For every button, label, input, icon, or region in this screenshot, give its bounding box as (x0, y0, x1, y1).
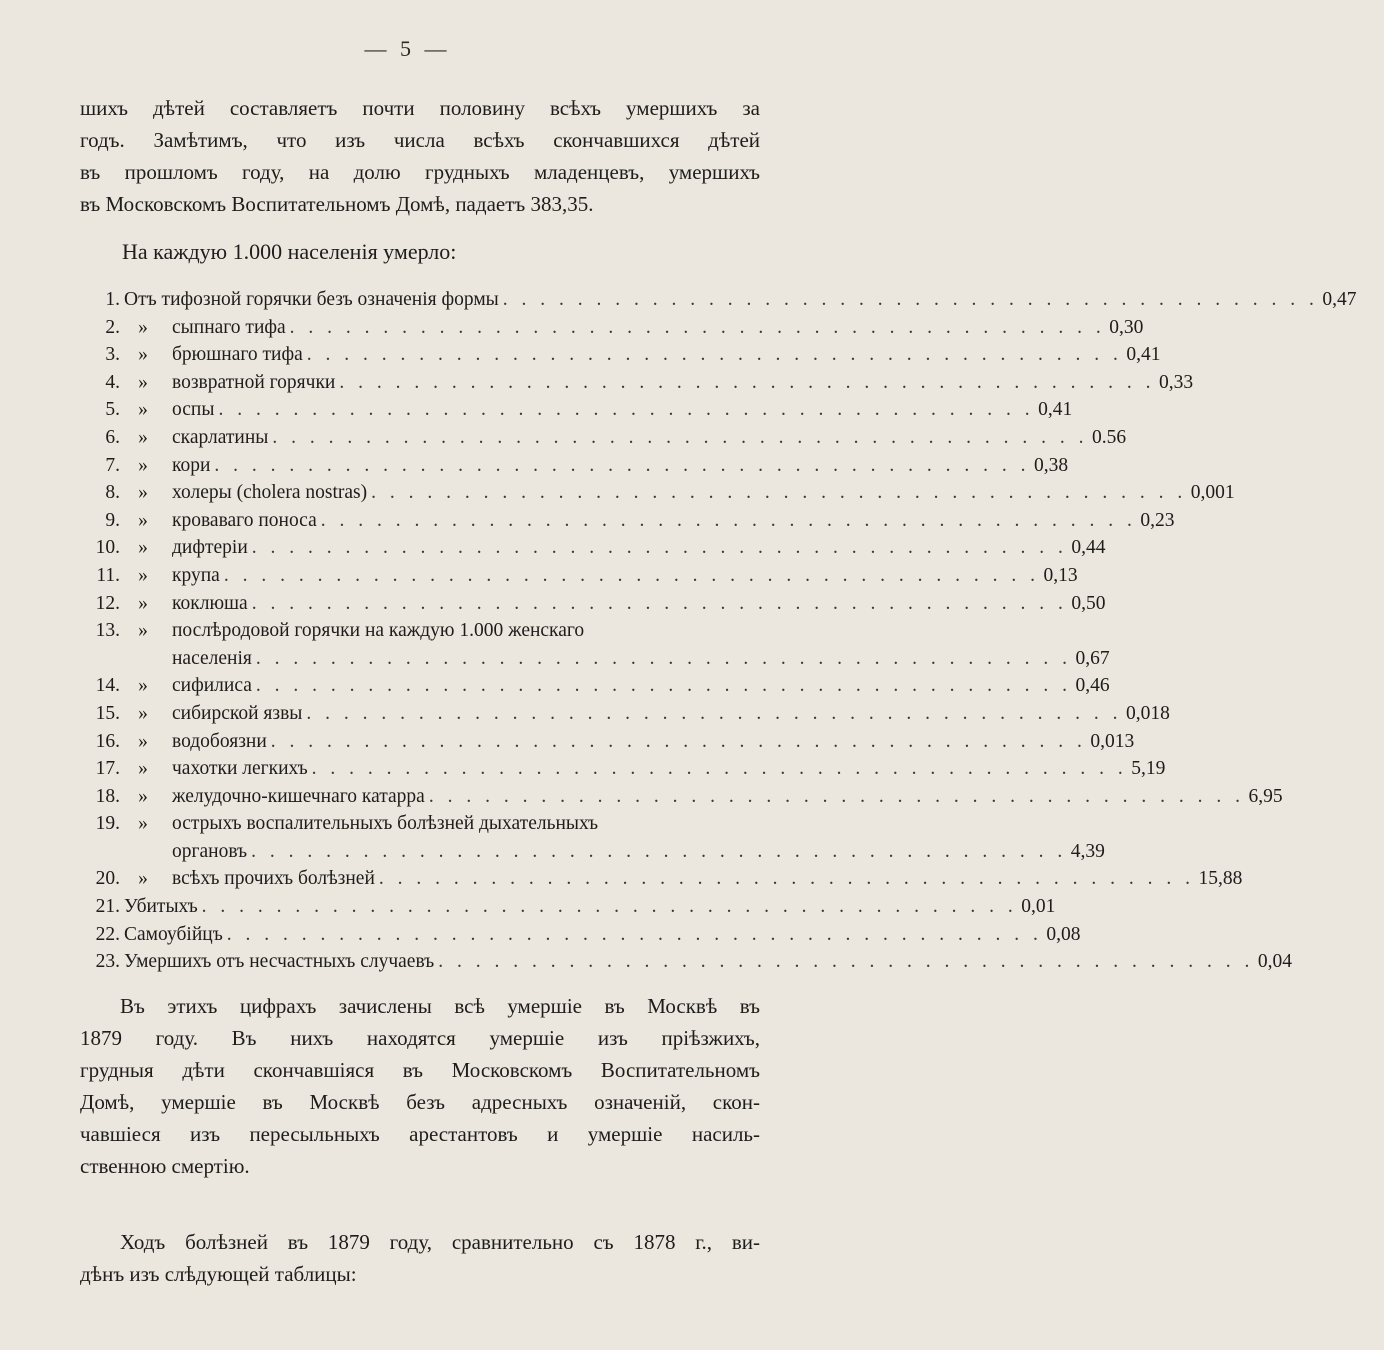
table-row (80, 783, 1283, 811)
row-label: желудочно-кишечнаго катарра (172, 785, 425, 807)
dot-leader: . . . . . . . . . . . . . . . . . . . . . . . . . . . . . . . . . . . . . . . . . . . . (306, 702, 1123, 724)
row-label: кори (172, 454, 211, 476)
row-number: 14. (95, 675, 120, 697)
table-row (80, 369, 1194, 397)
dot-leader: . . . . . . . . . . . . . . . . . . . . . . . . . . . . . . . . . . . . . . . . . . . . (502, 289, 1319, 310)
row-content (172, 396, 1073, 424)
row-label: брюшнаго тифа (172, 344, 303, 366)
row-number: 4. (105, 371, 120, 393)
dot-leader: . . . . . . . . . . . . . . . . . . . . . . . . . . . . . . . . . . . . . . . . . . . . (255, 675, 1072, 697)
row-content (172, 424, 1127, 452)
ditto-mark: » (138, 785, 148, 807)
ditto-mark: » (138, 702, 148, 724)
ditto-mark: » (138, 371, 148, 393)
dot-leader: . . . . . . . . . . . . . . . . . . . . . . . . . . . . . . . . . . . . . . . . . . . . (289, 316, 1106, 338)
row-value: 0,50 (1071, 592, 1106, 614)
row-number: 21. (95, 896, 120, 918)
ditto-mark: » (138, 316, 148, 338)
row-value: 0.56 (1091, 426, 1127, 448)
paragraph-3 (80, 1226, 760, 1290)
row-number: 22. (95, 923, 120, 945)
row-number: 15. (95, 702, 120, 724)
row-content (124, 893, 1056, 921)
row-content (124, 921, 1081, 949)
row-value: 0,30 (1109, 316, 1144, 338)
table-row (80, 865, 1243, 893)
table-row (80, 672, 1110, 700)
row-value: 0,67 (1075, 647, 1110, 669)
row-value: 0,013 (1090, 730, 1135, 752)
row-content (124, 286, 1357, 314)
row-content (172, 314, 1144, 342)
row-content (172, 507, 1175, 535)
row-number: 6. (105, 426, 120, 448)
row-number: 5. (105, 399, 120, 421)
paragraph-line: 1879 году. Въ нихъ находятся умершіе изъ пріѣзжихъ, (80, 1026, 760, 1050)
row-value: 0,44 (1071, 537, 1106, 559)
table-row (80, 728, 1135, 756)
dot-leader: . . . . . . . . . . . . . . . . . . . . . . . . . . . . . . . . . . . . . . . . . . . . (371, 482, 1187, 504)
row-label: возвратной горячки (172, 371, 336, 393)
row-number: 11. (96, 564, 120, 586)
row-content (172, 617, 760, 645)
mortality-list (80, 286, 1357, 976)
dot-leader: . . . . . . . . . . . . . . . . . . . . . . . . . . . . . . . . . . . . . . . . . . . . (214, 454, 1031, 476)
paragraph-line: Домѣ, умершіе въ Москвѣ безъ адресныхъ означеній, скон- (80, 1090, 760, 1114)
table-row (80, 507, 1175, 535)
row-label: Самоубійцъ (124, 923, 223, 945)
row-label: коклюша (172, 592, 248, 614)
row-content (172, 865, 1243, 893)
page-number: — 5 — (364, 36, 451, 61)
paragraph-line: Въ этихъ цифрахъ зачислены всѣ умершіе въ Москвѣ въ (120, 994, 760, 1018)
paragraph-line: годъ. Замѣтимъ, что изъ числа всѣхъ скончавшихся дѣтей (80, 128, 760, 152)
row-label: водобоязни (172, 730, 267, 752)
row-number: 9. (105, 509, 120, 531)
row-label: Убитыхъ (124, 896, 198, 918)
row-label: острыхъ воспалительныхъ болѣзней дыхательныхъ (172, 813, 599, 835)
row-content (124, 948, 1293, 976)
paragraph-line: чавшіеся изъ пересыльныхъ арестантовъ и умершіе насиль- (80, 1122, 760, 1146)
row-value: 0,41 (1126, 344, 1161, 366)
dot-leader: . . . . . . . . . . . . . . . . . . . . . . . . . . . . . . . . . . . . . . . . . . . . (270, 730, 1087, 752)
row-value: 0,13 (1043, 564, 1078, 586)
table-row (80, 921, 1081, 949)
row-number: 1. (105, 289, 120, 310)
table-row (80, 617, 760, 645)
row-content (172, 728, 1135, 756)
row-label: сыпнаго тифа (172, 316, 286, 338)
dot-leader: . . . . . . . . . . . . . . . . . . . . . . . . . . . . . . . . . . . . . . . . . . . . (251, 537, 1068, 559)
row-content (172, 590, 1106, 618)
row-number: 3. (105, 344, 120, 366)
dot-leader: . . . . . . . . . . . . . . . . . . . . . . . . . . . . . . . . . . . . . . . . . . . . (223, 564, 1040, 586)
row-label: всѣхъ прочихъ болѣзней (172, 868, 375, 890)
row-label: сибирской язвы (172, 702, 303, 724)
table-row (80, 424, 1127, 452)
table-intro: На каждую 1.000 населенія умерло: (122, 239, 457, 264)
row-content (172, 479, 1235, 507)
dot-leader: . . . . . . . . . . . . . . . . . . . . . . . . . . . . . . . . . . . . . . . . . . . . (339, 371, 1155, 393)
table-row (80, 562, 1078, 590)
row-label: оспы (172, 399, 215, 421)
row-content (172, 810, 760, 838)
dot-leader: . . . . . . . . . . . . . . . . . . . . . . . . . . . . . . . . . . . . . . . . . . . . (201, 896, 1018, 918)
row-value: 6,95 (1248, 785, 1283, 807)
row-number: 17. (95, 758, 120, 780)
row-content (172, 452, 1069, 480)
row-label: скарлатины (172, 426, 269, 448)
ditto-mark: » (138, 426, 148, 448)
row-value: 0,41 (1038, 399, 1073, 421)
ditto-mark: » (138, 454, 148, 476)
row-value: 0,001 (1190, 482, 1235, 504)
ditto-mark: » (138, 592, 148, 614)
row-value: 0,23 (1140, 509, 1175, 531)
dot-leader: . . . . . . . . . . . . . . . . . . . . . . . . . . . . . . . . . . . . . . . . . . . . (226, 923, 1043, 945)
row-label: Отъ тифозной горячки безъ означенія формы (124, 289, 499, 310)
paragraph-line: ственною смертію. (80, 1154, 250, 1178)
row-value: 0,47 (1322, 289, 1357, 310)
table-row (80, 948, 1293, 976)
table-row (80, 590, 1106, 618)
paragraph-1 (80, 92, 760, 220)
row-value: 0,04 (1257, 951, 1293, 973)
row-value: 4,39 (1070, 840, 1105, 862)
table-row (80, 341, 1161, 369)
dot-leader: . . . . . . . . . . . . . . . . . . . . . . . . . . . . . . . . . . . . . . . . . . . . (255, 647, 1072, 669)
row-label: крупа (172, 564, 220, 586)
row-label: сифилиса (172, 675, 252, 697)
dot-leader: . . . . . . . . . . . . . . . . . . . . . . . . . . . . . . . . . . . . . . . . . . . . (320, 509, 1137, 531)
ditto-mark: » (138, 620, 148, 642)
row-content (172, 672, 1110, 700)
row-label: холеры (cholera nostras) (172, 482, 368, 504)
paragraph-line: въ прошломъ году, на долю грудныхъ младенцевъ, умершихъ (80, 160, 760, 184)
row-number: 20. (95, 868, 120, 890)
ditto-mark: » (138, 813, 148, 835)
table-row-continuation (80, 645, 1110, 673)
dot-leader: . . . . . . . . . . . . . . . . . . . . . . . . . . . . . . . . . . . . . . . . . . . . (272, 426, 1088, 448)
paragraph-line: грудныя дѣти скончавшіяся въ Московскомъ Воспитательномъ (80, 1058, 760, 1082)
ditto-mark: » (138, 564, 148, 586)
ditto-mark: » (138, 730, 148, 752)
table-row (80, 396, 1073, 424)
row-value: 15,88 (1198, 868, 1243, 890)
row-value: 0,33 (1158, 371, 1194, 393)
dot-leader: . . . . . . . . . . . . . . . . . . . . . . . . . . . . . . . . . . . . . . . . . . . . (438, 951, 1254, 973)
ditto-mark: » (138, 399, 148, 421)
ditto-mark: » (138, 675, 148, 697)
dot-leader: . . . . . . . . . . . . . . . . . . . . . . . . . . . . . . . . . . . . . . . . . . . . (311, 758, 1128, 780)
row-content (172, 645, 1110, 673)
dot-leader: . . . . . . . . . . . . . . . . . . . . . . . . . . . . . . . . . . . . . . . . . . . . (218, 399, 1035, 421)
ditto-mark: » (138, 344, 148, 366)
row-number: 13. (95, 620, 120, 642)
row-label: дифтеріи (172, 537, 248, 559)
row-value: 0,38 (1034, 454, 1069, 476)
ditto-mark: » (138, 758, 148, 780)
table-row (80, 286, 1357, 314)
row-number: 16. (95, 730, 120, 752)
row-number: 12. (95, 592, 120, 614)
row-number: 2. (105, 316, 120, 338)
table-row (80, 755, 1166, 783)
table-row (80, 479, 1235, 507)
row-number: 19. (95, 813, 120, 835)
table-row-continuation (80, 838, 1105, 866)
ditto-mark: » (138, 537, 148, 559)
row-label: Умершихъ отъ несчастныхъ случаевъ (124, 951, 435, 973)
paragraph-line: шихъ дѣтей составляетъ почти половину всѣхъ умершихъ за (80, 96, 760, 120)
row-content (172, 562, 1078, 590)
dot-leader: . . . . . . . . . . . . . . . . . . . . . . . . . . . . . . . . . . . . . . . . . . . . (251, 592, 1068, 614)
row-number: 7. (105, 454, 120, 476)
table-row (80, 893, 1056, 921)
row-number: 23. (95, 951, 120, 973)
row-label: кроваваго поноса (172, 509, 317, 531)
row-label-continuation: органовъ (172, 840, 248, 862)
dot-leader: . . . . . . . . . . . . . . . . . . . . . . . . . . . . . . . . . . . . . . . . . . . . (251, 840, 1067, 862)
table-row (80, 314, 1144, 342)
row-value: 0,46 (1075, 675, 1110, 697)
dot-leader: . . . . . . . . . . . . . . . . . . . . . . . . . . . . . . . . . . . . . . . . . . . . (428, 785, 1245, 807)
paragraph-line: въ Московскомъ Воспитательномъ Домѣ, падаетъ 383,35. (80, 192, 594, 216)
paragraph-line: Ходъ болѣзней въ 1879 году, сравнительно съ 1878 г., ви- (120, 1230, 760, 1254)
row-number: 10. (95, 537, 120, 559)
row-content (172, 783, 1283, 811)
row-label: чахотки легкихъ (172, 758, 308, 780)
row-content (172, 700, 1170, 728)
row-content (172, 341, 1161, 369)
row-content (172, 755, 1166, 783)
row-value: 5,19 (1131, 758, 1166, 780)
ditto-mark: » (138, 868, 148, 890)
row-label: послѣродовой горячки на каждую 1.000 женскаго (172, 620, 585, 642)
table-row (80, 534, 1106, 562)
row-value: 0,01 (1021, 896, 1056, 918)
dot-leader: . . . . . . . . . . . . . . . . . . . . . . . . . . . . . . . . . . . . . . . . . . . . (378, 868, 1195, 890)
ditto-mark: » (138, 482, 148, 504)
row-number: 18. (95, 785, 120, 807)
dot-leader: . . . . . . . . . . . . . . . . . . . . . . . . . . . . . . . . . . . . . . . . . . . . (306, 344, 1123, 366)
row-content (172, 838, 1105, 866)
row-label-continuation: населенія (172, 647, 252, 669)
table-row (80, 810, 760, 838)
ditto-mark: » (138, 509, 148, 531)
paragraph-line: дѣнъ изъ слѣдующей таблицы: (80, 1262, 357, 1286)
row-content (172, 369, 1194, 397)
table-row (80, 700, 1170, 728)
paragraph-2 (80, 990, 760, 1182)
row-value: 0,018 (1126, 702, 1170, 724)
row-value: 0,08 (1046, 923, 1081, 945)
row-number: 8. (105, 482, 120, 504)
row-content (172, 534, 1106, 562)
table-row (80, 452, 1069, 480)
